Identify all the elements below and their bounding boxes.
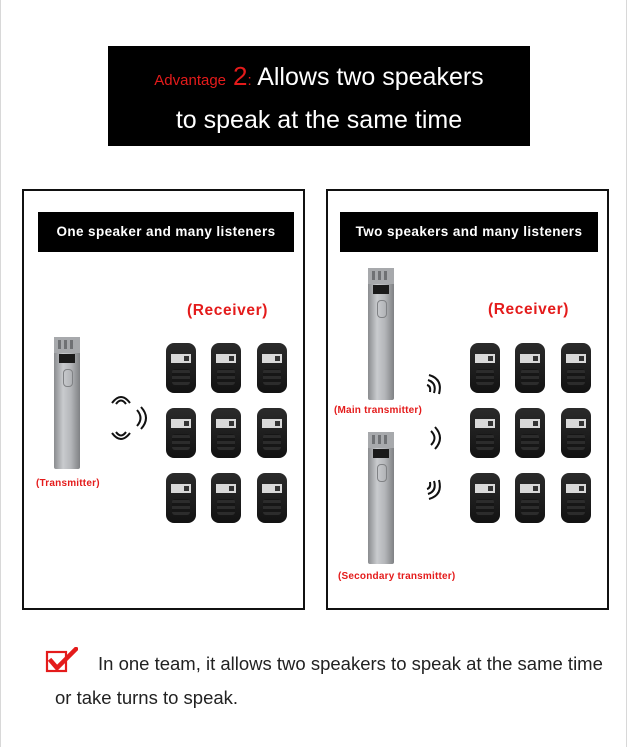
receiver-device	[211, 473, 241, 523]
advantage-number: 2	[232, 61, 248, 91]
transmitter-label: (Transmitter)	[36, 478, 100, 489]
receiver-label: (Receiver)	[488, 301, 569, 318]
signal-wave-icon	[108, 429, 134, 447]
receiver-device	[561, 343, 591, 393]
header-line-1-text: Allows two speakers	[257, 63, 484, 91]
two-speakers-panel	[326, 189, 609, 610]
panel-title: One speaker and many listeners	[38, 212, 294, 252]
signal-wave-icon	[134, 405, 150, 431]
one-speaker-panel	[22, 189, 305, 610]
main-transmitter-device	[368, 268, 394, 400]
receiver-device	[470, 343, 500, 393]
page-border-left	[0, 0, 1, 747]
advantage-word: Advantage	[154, 72, 227, 89]
receiver-device	[166, 343, 196, 393]
footer-text: In one team, it allows two speakers to speak at the same time or take turns to speak.	[55, 653, 603, 708]
receiver-device	[257, 473, 287, 523]
receiver-device	[166, 408, 196, 458]
secondary-transmitter-device	[368, 432, 394, 564]
advantage-header	[108, 46, 530, 146]
signal-wave-icon	[425, 374, 445, 396]
receiver-device	[470, 473, 500, 523]
advantage-separator: :	[247, 72, 252, 89]
receiver-device	[515, 473, 545, 523]
signal-wave-icon	[429, 426, 445, 450]
receiver-device	[257, 343, 287, 393]
receiver-device	[470, 408, 500, 458]
receiver-device	[561, 473, 591, 523]
panel-title: Two speakers and many listeners	[340, 212, 598, 252]
receiver-label: (Receiver)	[187, 302, 268, 319]
secondary-transmitter-label: (Secondary transmitter)	[338, 571, 456, 582]
transmitter-device	[54, 337, 80, 469]
receiver-device	[211, 343, 241, 393]
receiver-device	[211, 408, 241, 458]
signal-wave-icon	[108, 389, 134, 407]
signal-wave-icon	[425, 478, 445, 500]
receiver-device	[515, 343, 545, 393]
receiver-device	[257, 408, 287, 458]
footer-description	[55, 647, 615, 715]
receiver-device	[166, 473, 196, 523]
receiver-device	[561, 408, 591, 458]
main-transmitter-label: (Main transmitter)	[334, 405, 423, 416]
header-line-1	[108, 60, 530, 97]
header-line-2: to speak at the same time	[175, 106, 463, 134]
receiver-device	[515, 408, 545, 458]
